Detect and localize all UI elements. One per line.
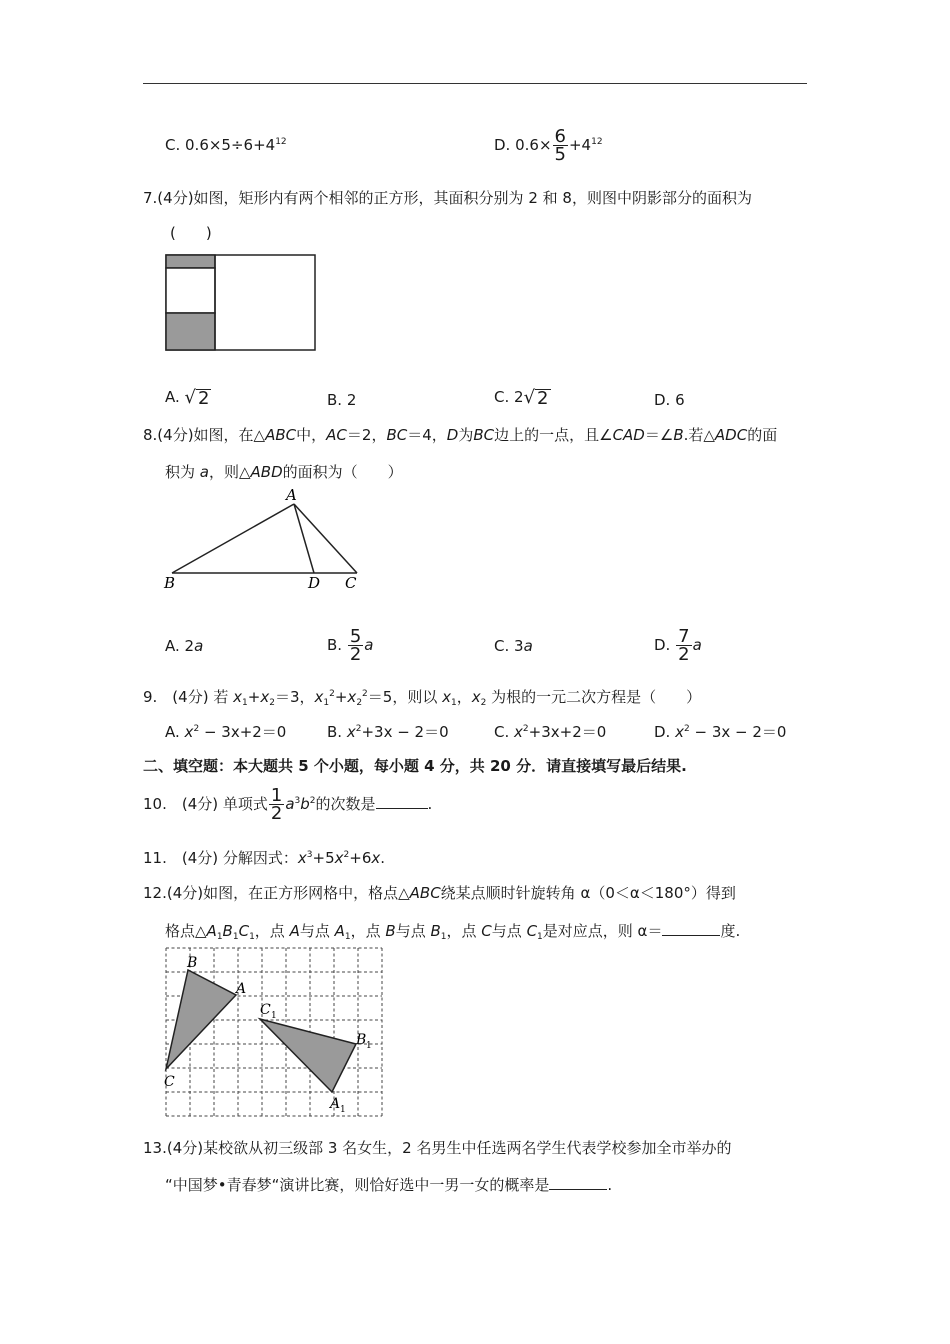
q6-option-d: D. 0.6× $\frac{6}{5}$ $+4^{12}$ [494, 126, 603, 165]
q9-option-b: B. $x^2+3x - 2=0$ [327, 723, 449, 741]
q12-stem-line1: 12.(4分)如图，在正方形网格中，格点△ABC绕某点顺时针旋转角 α（0＜α＜180°）得到 [143, 884, 736, 902]
header-rule [143, 83, 807, 84]
label-a: A [286, 486, 297, 504]
q9-option-d: D. $x^2 - 3x - 2=0$ [654, 723, 787, 741]
label-c: C [164, 1074, 175, 1090]
q13-stem-line2: “中国梦•青春梦“演讲比赛，则恰好选中一男一女的概率是 . [165, 1176, 613, 1194]
q12-stem-line2: 格点$\triangle A_1B_1C_1$，点 A与点 $A_1$，点 B与点 $B_1$，点 C与点 $C_1$是对应点，则 α＝ 度. [165, 922, 741, 942]
fraction: $\frac{6}{5}$ [554, 126, 566, 165]
triangle-a1b1c1 [260, 1019, 356, 1092]
q11-stem: 11. (4分) 分解因式：$x^3+5x^2+6x$. [143, 849, 386, 867]
label-d: D [308, 574, 321, 592]
q7-paren: ( ) [170, 224, 212, 242]
shaded-region-bottom [166, 313, 215, 350]
q9-option-a: A. $x^2 - 3x+2=0$ [165, 723, 287, 741]
q7-option-b: B. 2 [327, 391, 357, 409]
q9-stem: 9. (4分) 若 $x_1+x_2=3$，$x_1^2+x_2^2=5$，则以 $x_1$，$x_2$ 为根的一元二次方程是（ ） [143, 688, 702, 708]
q12-grid-figure [164, 946, 384, 1120]
label-c1: C [260, 1002, 271, 1018]
q8-figure [160, 486, 365, 596]
q7-option-c: C. 2 √ 2 [494, 387, 549, 409]
q7-figure [165, 254, 317, 352]
q8-option-b: B. $\frac{5}{2}$ a [327, 626, 374, 665]
q8-option-d: D. $\frac{7}{2}$ a [654, 626, 702, 665]
answer-blank [376, 794, 428, 809]
label-a1: A [330, 1096, 341, 1112]
shaded-region-top [166, 255, 215, 268]
segment-ab [172, 504, 294, 573]
q13-stem-line1: 13.(4分)某校欲从初三级部 3 名女生，2 名男生中任选两名学生代表学校参加全市举办的 [143, 1139, 732, 1157]
svg-text:1: 1 [271, 1011, 277, 1021]
q7-stem: 7.(4分)如图，矩形内有两个相邻的正方形，其面积分别为 2 和 8，则图中阴影部分的面积为 [143, 189, 752, 207]
triangle-abc [166, 970, 236, 1069]
q8-stem-line2: 积为 a，则△ABD的面积为（ ） [165, 463, 403, 481]
label-b: B [187, 955, 198, 971]
q10-stem: 10. (4分) 单项式 $\frac{1}{2}$ $a^3b^2$的次数是 . [143, 785, 433, 824]
q9-option-c: C. $x^2+3x+2=0$ [494, 723, 607, 741]
svg-text:1: 1 [340, 1105, 346, 1115]
q8-option-a: A. 2a [165, 637, 204, 655]
section-heading: 二、填空题：本大题共 5 个小题，每小题 4 分，共 20 分．请直接填写最后结果. [143, 757, 687, 775]
label-b1: B [356, 1032, 367, 1048]
q7-option-d: D. 6 [654, 391, 685, 409]
q6-option-c: C. $0.6\times 5\div 6+4^{12}$ [165, 136, 287, 154]
small-square [166, 268, 215, 313]
label-b: B [164, 574, 176, 592]
q8-option-c: C. 3a [494, 637, 533, 655]
answer-blank [549, 1175, 607, 1190]
answer-blank [662, 921, 720, 936]
q8-stem-line1: 8.(4分)如图，在△ABC中，AC＝2，BC＝4，D为BC边上的一点，且∠CAD＝∠B.若△ADC的面 [143, 426, 778, 444]
label-c: C [345, 574, 357, 592]
label-a: A [236, 981, 247, 997]
q7-option-a: A. √ 2 [165, 387, 210, 409]
svg-text:1: 1 [366, 1041, 372, 1051]
